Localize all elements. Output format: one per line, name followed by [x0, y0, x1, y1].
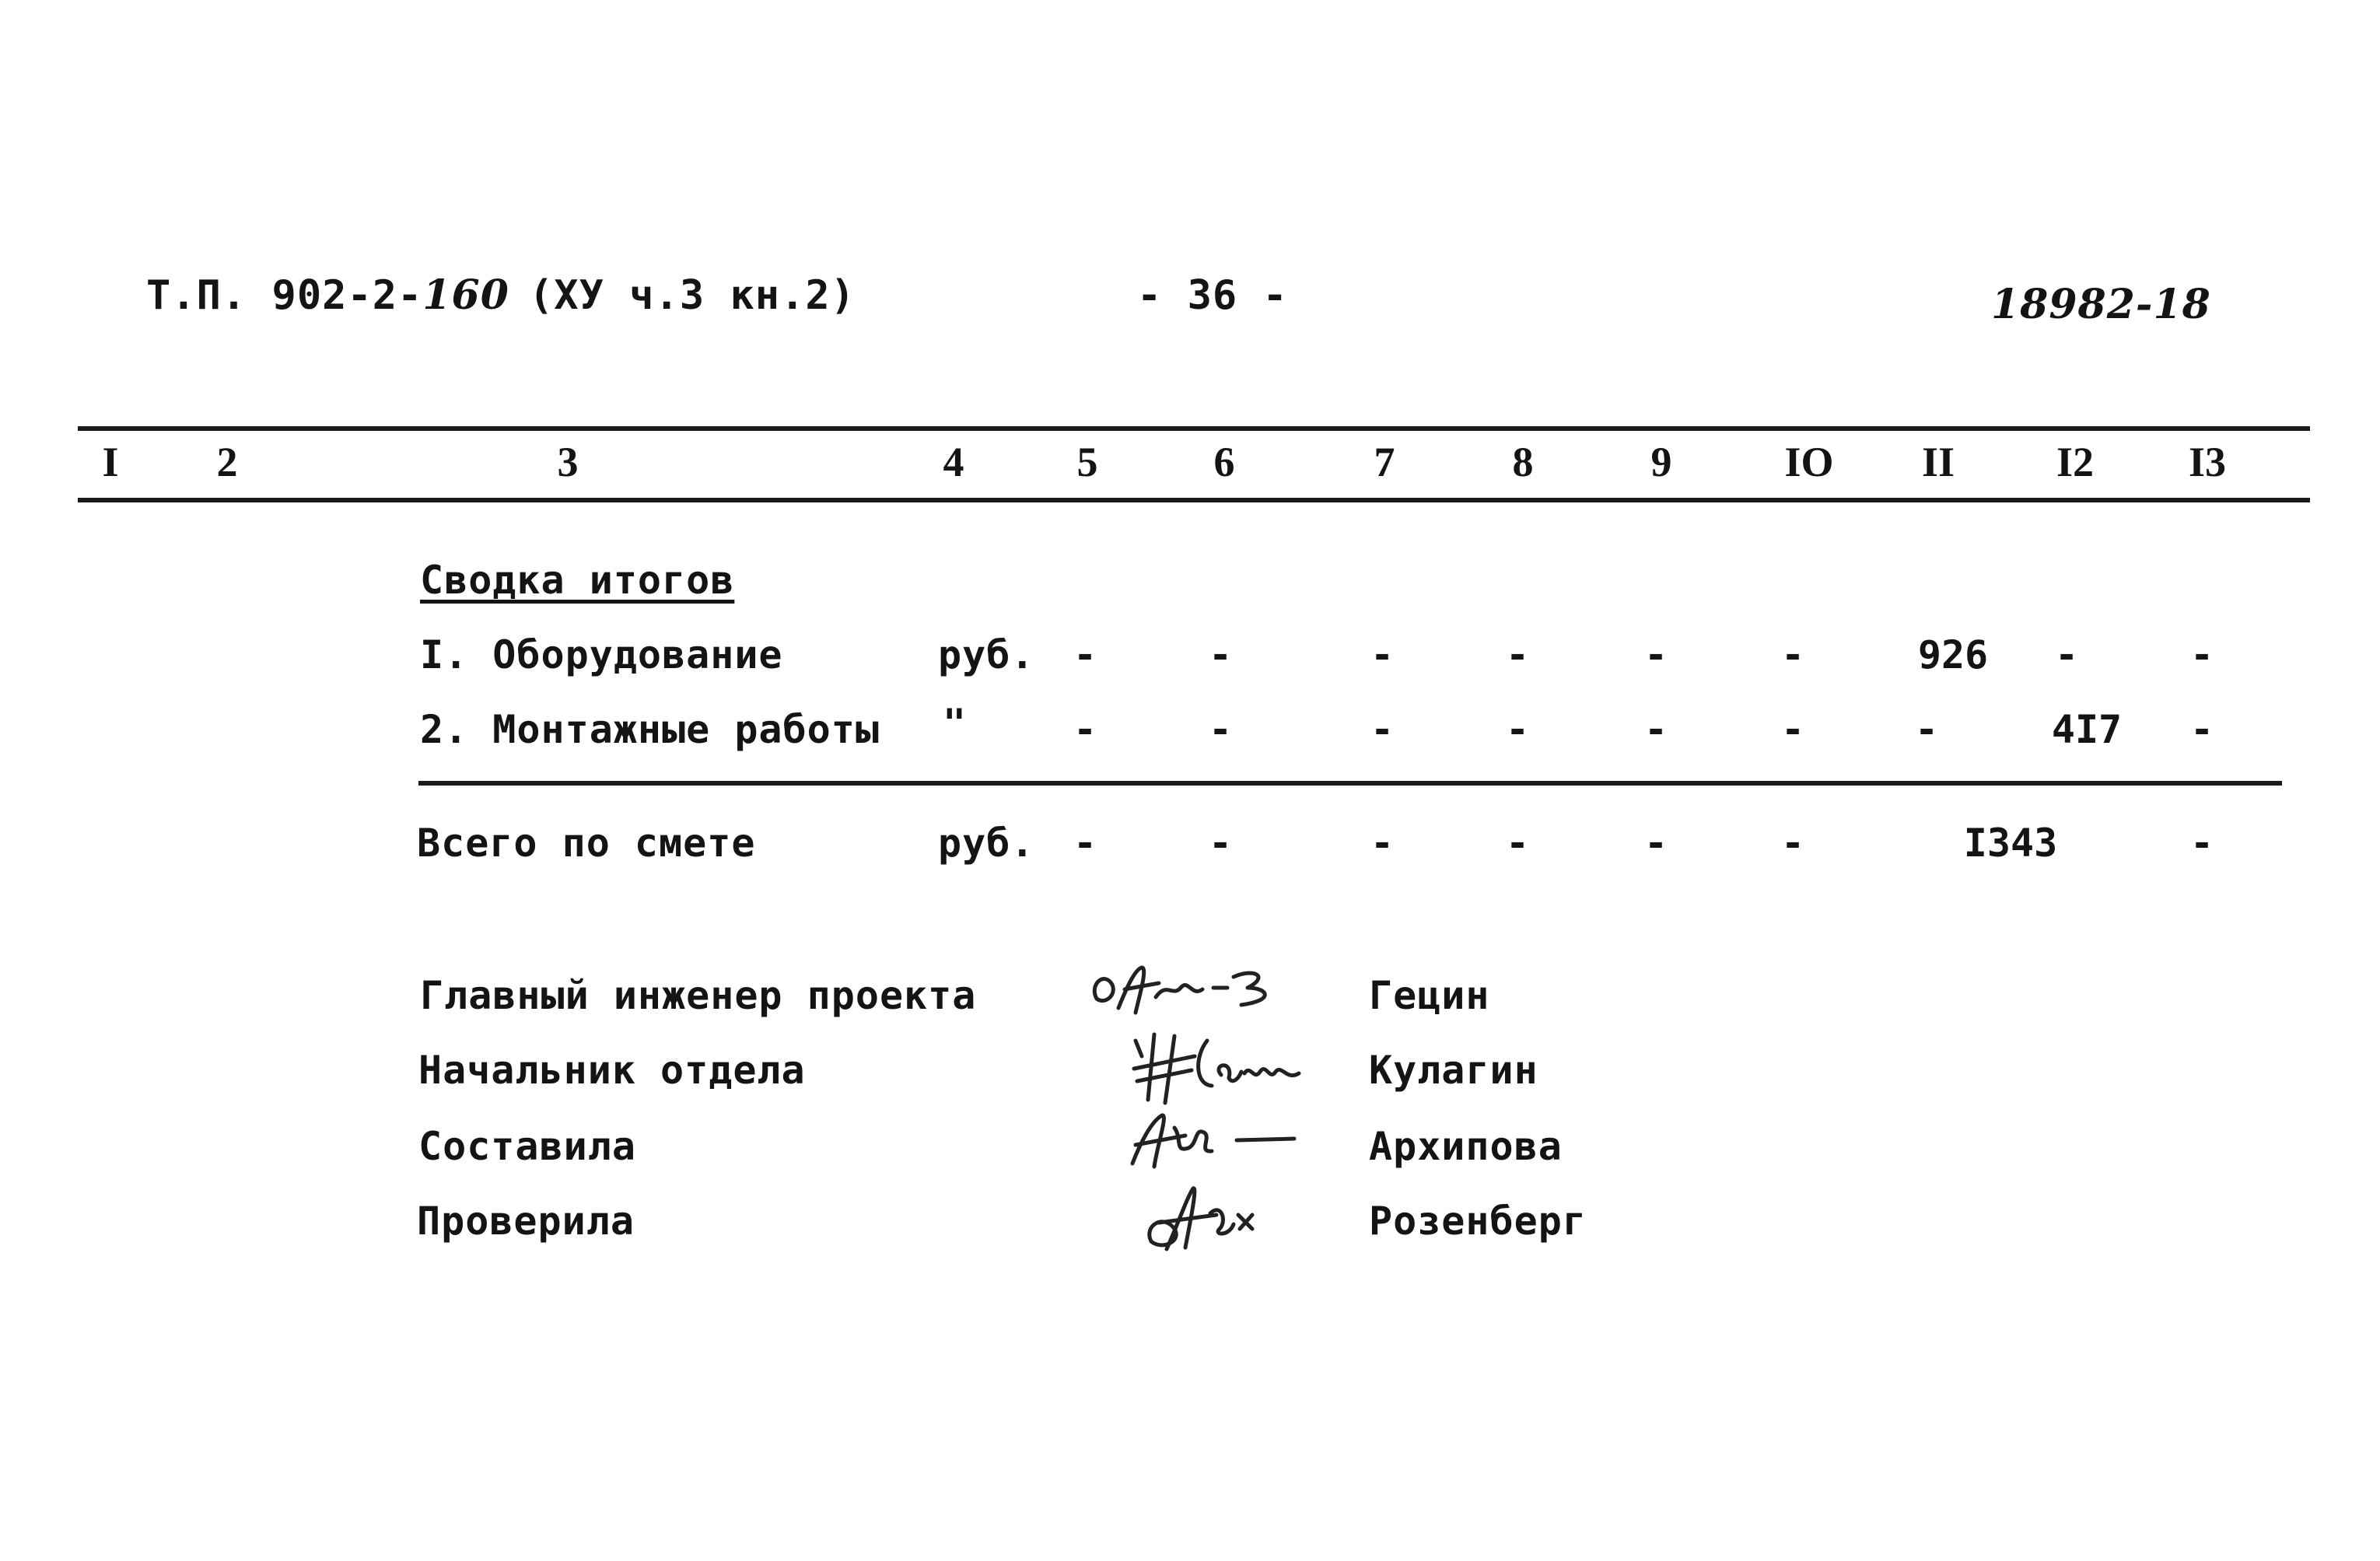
row-equipment-col5: -	[1073, 632, 1097, 677]
designation	[146, 272, 509, 319]
column-number-11: II	[1921, 439, 1955, 485]
row-installation-col11: -	[1914, 707, 1939, 752]
row-equipment-col11: 926	[1917, 632, 1989, 677]
row-installation-col5: -	[1073, 707, 1097, 752]
total-col5: -	[1073, 821, 1097, 866]
signature-mark-chief-engineer	[1081, 954, 1291, 1024]
column-number-12: I2	[2056, 439, 2094, 485]
column-number-1: I	[102, 439, 119, 485]
signature-mark-department-head	[1120, 1025, 1314, 1111]
total-rule	[418, 781, 2282, 786]
designation-handwritten: 160	[422, 271, 509, 319]
signature-role-chief-engineer: Главный инженер проекта	[420, 973, 977, 1018]
row-equipment-col10: -	[1780, 632, 1805, 677]
column-number-10: IO	[1784, 439, 1834, 485]
row-installation-col12: 4I7	[2051, 707, 2123, 752]
signature-name-checked-by: Розенберг	[1369, 1199, 1587, 1244]
column-number-3: 3	[557, 439, 579, 485]
row-equipment-col9: -	[1643, 632, 1668, 677]
row-installation-col13: -	[2189, 707, 2214, 752]
volume-reference: (ХУ ч.3 кн.2)	[529, 272, 856, 319]
column-header-top-rule	[78, 426, 2310, 431]
signature-mark-compiled-by	[1120, 1104, 1314, 1174]
row-equipment-unit: руб.	[938, 632, 1035, 677]
column-number-9: 9	[1650, 439, 1672, 485]
total-col13: -	[2189, 821, 2214, 866]
row-equipment-col7: -	[1370, 632, 1395, 677]
column-number-5: 5	[1076, 439, 1098, 485]
row-installation-col6: -	[1208, 707, 1233, 752]
column-number-8: 8	[1512, 439, 1534, 485]
row-installation-col9: -	[1643, 707, 1668, 752]
row-equipment-col6: -	[1208, 632, 1233, 677]
signature-name-compiled-by: Архипова	[1369, 1124, 1563, 1169]
row-equipment-col12: -	[2054, 632, 2079, 677]
row-installation-label: 2. Монтажные работы	[420, 707, 880, 752]
row-equipment-label: I. Оборудование	[420, 632, 783, 677]
signature-role-department-head: Начальник отдела	[418, 1048, 806, 1093]
total-col11-12: I343	[1963, 821, 2058, 866]
summary-title: Сводка итогов	[420, 558, 735, 603]
signature-name-department-head: Кулагин	[1369, 1048, 1538, 1093]
column-number-6: 6	[1213, 439, 1235, 485]
signature-mark-checked-by	[1136, 1174, 1291, 1260]
column-number-13: I3	[2188, 439, 2226, 485]
archive-number: 18982-18	[1991, 281, 2211, 328]
column-header-bottom-rule	[78, 498, 2310, 502]
row-equipment-col13: -	[2189, 632, 2214, 677]
column-number-4: 4	[943, 439, 964, 485]
total-col6: -	[1208, 821, 1233, 866]
column-number-2: 2	[216, 439, 238, 485]
total-unit: руб.	[938, 821, 1035, 866]
designation-prefix: Т.П. 902-2-	[146, 272, 423, 319]
total-col10: -	[1780, 821, 1805, 866]
signature-role-compiled-by: Составила	[418, 1124, 636, 1169]
total-label: Всего по смете	[417, 821, 756, 866]
total-col9: -	[1643, 821, 1668, 866]
signature-name-chief-engineer: Гецин	[1369, 973, 1490, 1018]
column-number-7: 7	[1374, 439, 1395, 485]
row-installation-col10: -	[1780, 707, 1805, 752]
row-installation-col8: -	[1505, 707, 1530, 752]
signature-role-checked-by: Проверила	[417, 1199, 635, 1244]
total-col8: -	[1505, 821, 1530, 866]
row-installation-unit: "	[943, 701, 968, 746]
row-equipment-col8: -	[1505, 632, 1530, 677]
total-col7: -	[1370, 821, 1395, 866]
row-installation-col7: -	[1370, 707, 1395, 752]
page-number: - 36 -	[1137, 272, 1288, 319]
